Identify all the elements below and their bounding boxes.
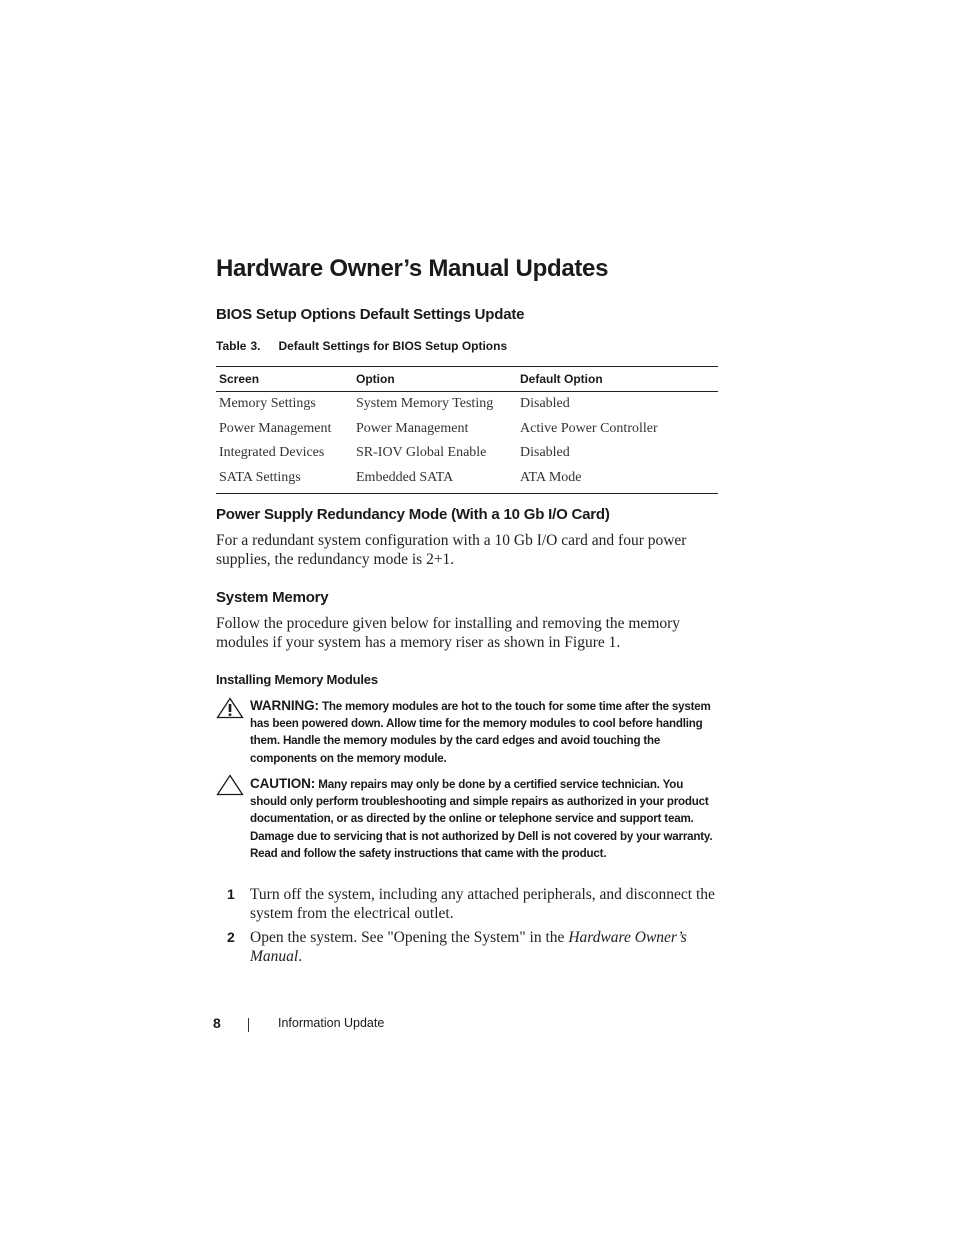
caution-notice bbox=[250, 775, 720, 862]
step-text-after: . bbox=[298, 948, 303, 965]
installing-memory-subheading: Installing Memory Modules bbox=[216, 672, 378, 687]
table-caption-number: 3. bbox=[250, 339, 261, 353]
table-cell-option: SR-IOV Global Enable bbox=[356, 445, 487, 461]
step-text: Turn off the system, including any attached peripherals, and disconnect the system from the electrical outlet. bbox=[250, 886, 715, 922]
manual-title-italic: Hardware Owner’s Manual bbox=[250, 929, 687, 965]
table-cell-screen: SATA Settings bbox=[219, 469, 301, 485]
table-cell-screen: Power Management bbox=[219, 420, 332, 436]
table-header-row bbox=[216, 367, 718, 392]
psu-section-body: For a redundant system configuration with a 10 Gb I/O card and four power supplies, the redundancy mode is 2+1. bbox=[216, 532, 687, 568]
caution-text: Many repairs may only be done by a certified service technician. You should only perform troubleshooting and simple repairs as authorized in your product documentation, or as directed by the online or telephone service and support team. Damage due to servicing that is not authorized by Dell is not covered by your warranty. Read and follow the safety instructions that came with the product. bbox=[250, 778, 713, 860]
footer-separator bbox=[248, 1018, 249, 1032]
psu-section-heading: Power Supply Redundancy Mode (With a 10 Gb I/O Card) bbox=[216, 506, 610, 523]
page-title: Hardware Owner’s Manual Updates bbox=[216, 255, 609, 282]
table-cell-screen: Memory Settings bbox=[219, 396, 316, 412]
table-row bbox=[216, 392, 718, 417]
caution-triangle-icon bbox=[216, 774, 244, 801]
table-caption-label: Table bbox=[216, 339, 247, 353]
memory-section-heading: System Memory bbox=[216, 589, 329, 606]
step-number: 2 bbox=[227, 929, 235, 945]
table-caption-title: Default Settings for BIOS Setup Options bbox=[278, 339, 508, 353]
warning-notice bbox=[250, 697, 720, 767]
table-row bbox=[216, 466, 718, 491]
table-row bbox=[216, 417, 718, 442]
table-row bbox=[216, 441, 718, 466]
table-body bbox=[216, 392, 718, 493]
table-cell-option: Embedded SATA bbox=[356, 469, 454, 485]
table-cell-option: Power Management bbox=[356, 420, 469, 436]
page-number: 8 bbox=[213, 1015, 221, 1031]
table-cell-default: Disabled bbox=[520, 396, 570, 412]
footer-section-title: Information Update bbox=[278, 1016, 385, 1030]
warning-triangle-icon bbox=[216, 697, 244, 724]
column-header-option: Option bbox=[356, 372, 395, 386]
warning-text: The memory modules are hot to the touch for some time after the system has been powered down. Allow time for the memory modules to cool before handling them. Handle the memory modules by the card edges and avoid touching the components on the memory module. bbox=[250, 700, 711, 765]
column-header-default-option: Default Option bbox=[520, 372, 603, 386]
step-number: 1 bbox=[227, 886, 235, 902]
table-cell-default: ATA Mode bbox=[520, 469, 582, 485]
table-cell-default: Disabled bbox=[520, 445, 570, 461]
column-header-screen: Screen bbox=[219, 372, 260, 386]
table-cell-screen: Integrated Devices bbox=[219, 445, 325, 461]
step-text bbox=[250, 928, 718, 966]
step-text-before: Open the system. See "Opening the System" in the bbox=[250, 929, 569, 946]
table-cell-option: System Memory Testing bbox=[356, 396, 494, 412]
table-caption bbox=[216, 339, 507, 353]
bios-section-heading: BIOS Setup Options Default Settings Update bbox=[216, 306, 525, 323]
warning-label: WARNING: bbox=[250, 698, 319, 713]
caution-label: CAUTION: bbox=[250, 776, 316, 791]
table-cell-default: Active Power Controller bbox=[520, 420, 658, 436]
bios-settings-table bbox=[216, 366, 718, 494]
memory-section-body: Follow the procedure given below for installing and removing the memory modules if your system has a memory riser as shown in Figure 1. bbox=[216, 615, 681, 651]
